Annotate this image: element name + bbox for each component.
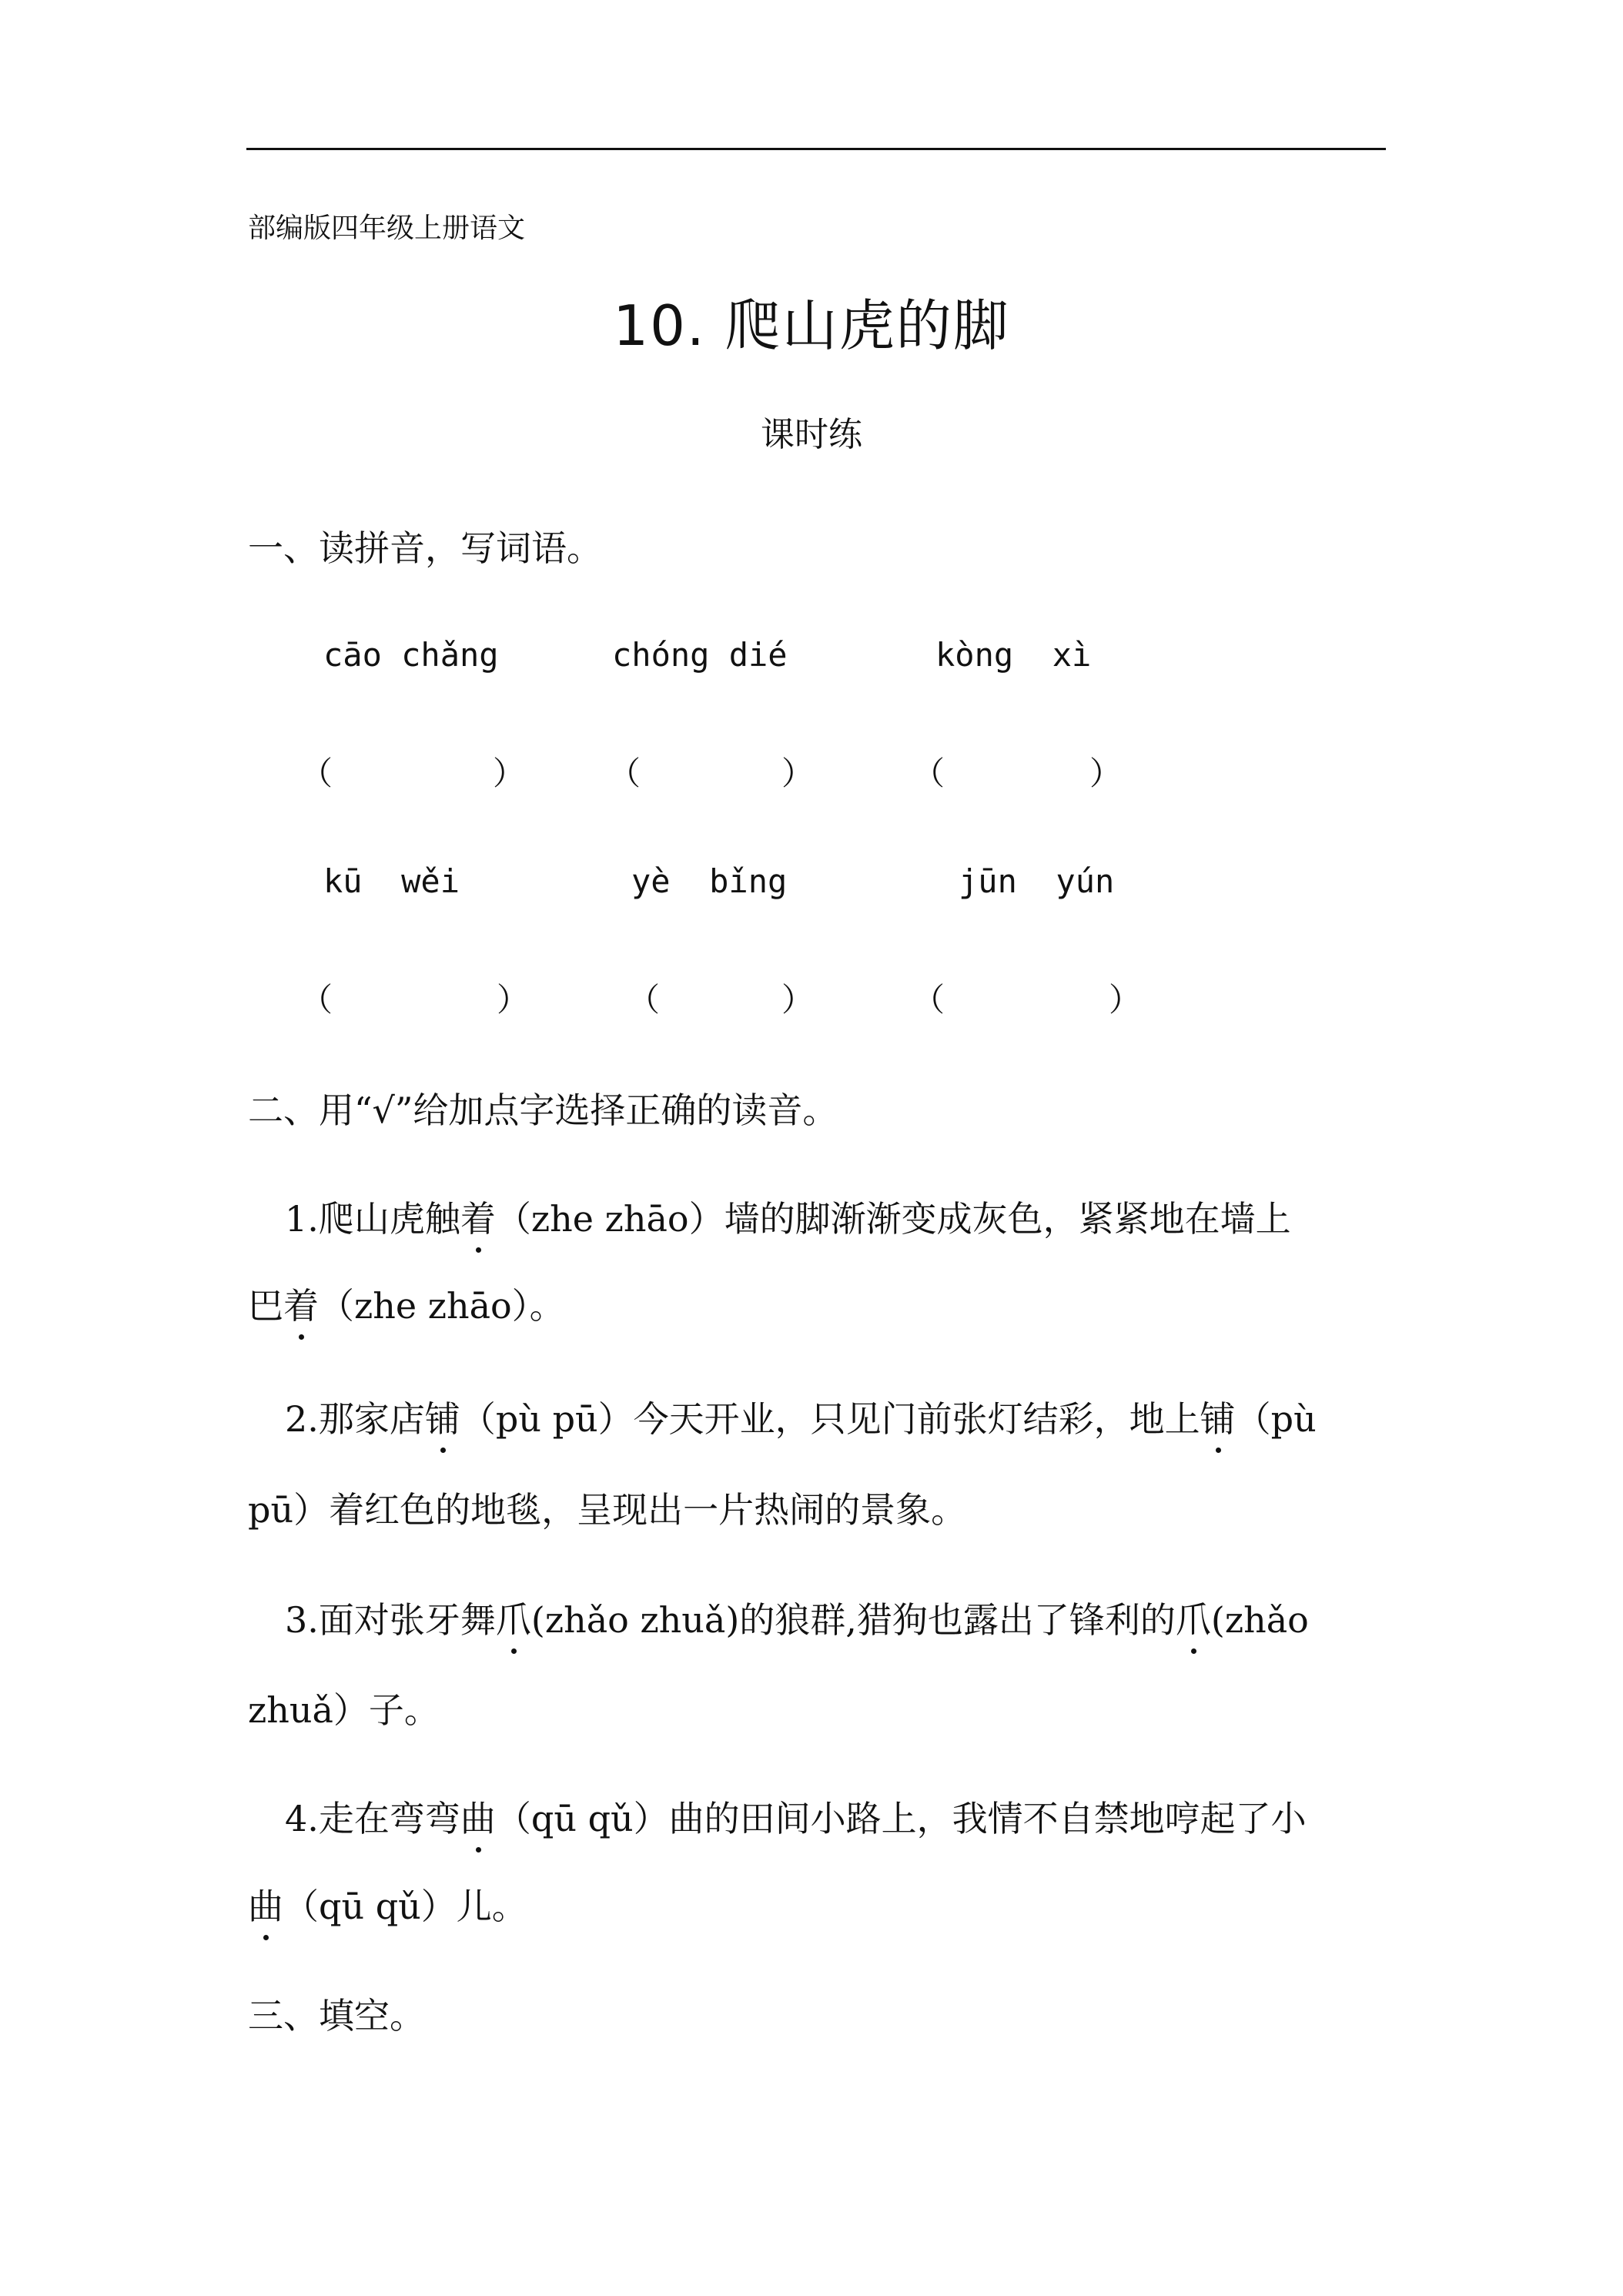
text: (zhǎo <box>1210 1599 1309 1641</box>
question-4-line-2 <box>248 1879 527 1930</box>
question-1-line-2 <box>248 1278 565 1329</box>
section-1-heading: 一、读拼音，写词语。 <box>248 527 602 569</box>
answer-paren-close: ） <box>781 755 815 792</box>
text: pū）着红色的地毯，呈现出一片热闹的景象。 <box>248 1489 967 1531</box>
dotted-char: 铺 <box>1200 1391 1236 1442</box>
pinyin-5: yè bǐng <box>631 862 788 900</box>
pinyin-3: kòng xì <box>935 636 1092 674</box>
text: (zhǎo zhuǎ)的狼群,猎狗也露出了锋利的 <box>530 1599 1176 1641</box>
answer-paren-close: ） <box>493 755 526 792</box>
answer-paren-close: ） <box>1109 981 1142 1019</box>
answer-paren-open: （ <box>627 981 661 1019</box>
text: （zhe zhāo）墙的脚渐渐变成灰色，紧紧地在墙上 <box>495 1198 1291 1240</box>
header-note: 部编版四年级上册语文 <box>248 213 526 244</box>
section-2-heading: 二、用“√”给加点字选择正确的读音。 <box>248 1089 838 1131</box>
dotted-char: 爪 <box>1176 1592 1211 1643</box>
pinyin-4: kū wěi <box>323 862 460 900</box>
text: 巴 <box>248 1285 283 1327</box>
answer-paren-close: ） <box>1089 755 1123 792</box>
text: （zhe zhāo）。 <box>319 1285 565 1327</box>
text: 1.爬山虎触 <box>285 1198 460 1240</box>
answer-paren-open: （ <box>608 755 641 792</box>
question-2-line-1 <box>285 1391 1317 1442</box>
pinyin-1: cāo chǎng <box>323 636 499 674</box>
dotted-char: 铺 <box>425 1391 460 1442</box>
question-2-line-2 <box>248 1482 966 1533</box>
section-3-heading: 三、填空。 <box>248 1995 425 2037</box>
text: 4.走在弯弯 <box>285 1798 460 1839</box>
pinyin-6: jūn yún <box>959 862 1115 900</box>
header-rule <box>246 148 1386 150</box>
text: zhuǎ）子。 <box>248 1689 440 1731</box>
dotted-char: 着 <box>283 1278 319 1329</box>
answer-paren-close: ） <box>497 981 530 1019</box>
dotted-char: 爪 <box>496 1592 531 1643</box>
text: 2.那家店 <box>285 1398 425 1440</box>
question-3-line-1 <box>285 1592 1309 1643</box>
answer-paren-open: （ <box>912 755 945 792</box>
question-3-line-2 <box>248 1682 440 1733</box>
text: （qū qǔ）曲的田间小路上，我情不自禁地哼起了小 <box>495 1798 1307 1839</box>
question-4-line-1 <box>285 1791 1307 1842</box>
answer-paren-open: （ <box>300 981 333 1019</box>
answer-paren-open: （ <box>912 981 945 1019</box>
page-subtitle: 课时练 <box>761 415 862 454</box>
dotted-char: 曲 <box>248 1879 283 1930</box>
text: 3.面对张牙舞 <box>285 1599 496 1641</box>
text: （pù <box>1235 1398 1317 1440</box>
text: （pù pū）今天开业，只见门前张灯结彩，地上 <box>460 1398 1200 1440</box>
dotted-char: 曲 <box>460 1791 496 1842</box>
page-title: 10. 爬山虎的脚 <box>613 293 1010 358</box>
question-1-line-1 <box>285 1191 1291 1242</box>
answer-paren-open: （ <box>300 755 333 792</box>
answer-paren-close: ） <box>781 981 815 1019</box>
dotted-char: 着 <box>460 1191 496 1242</box>
pinyin-2: chóng dié <box>612 636 788 674</box>
text: （qū qǔ）儿。 <box>283 1886 527 1927</box>
